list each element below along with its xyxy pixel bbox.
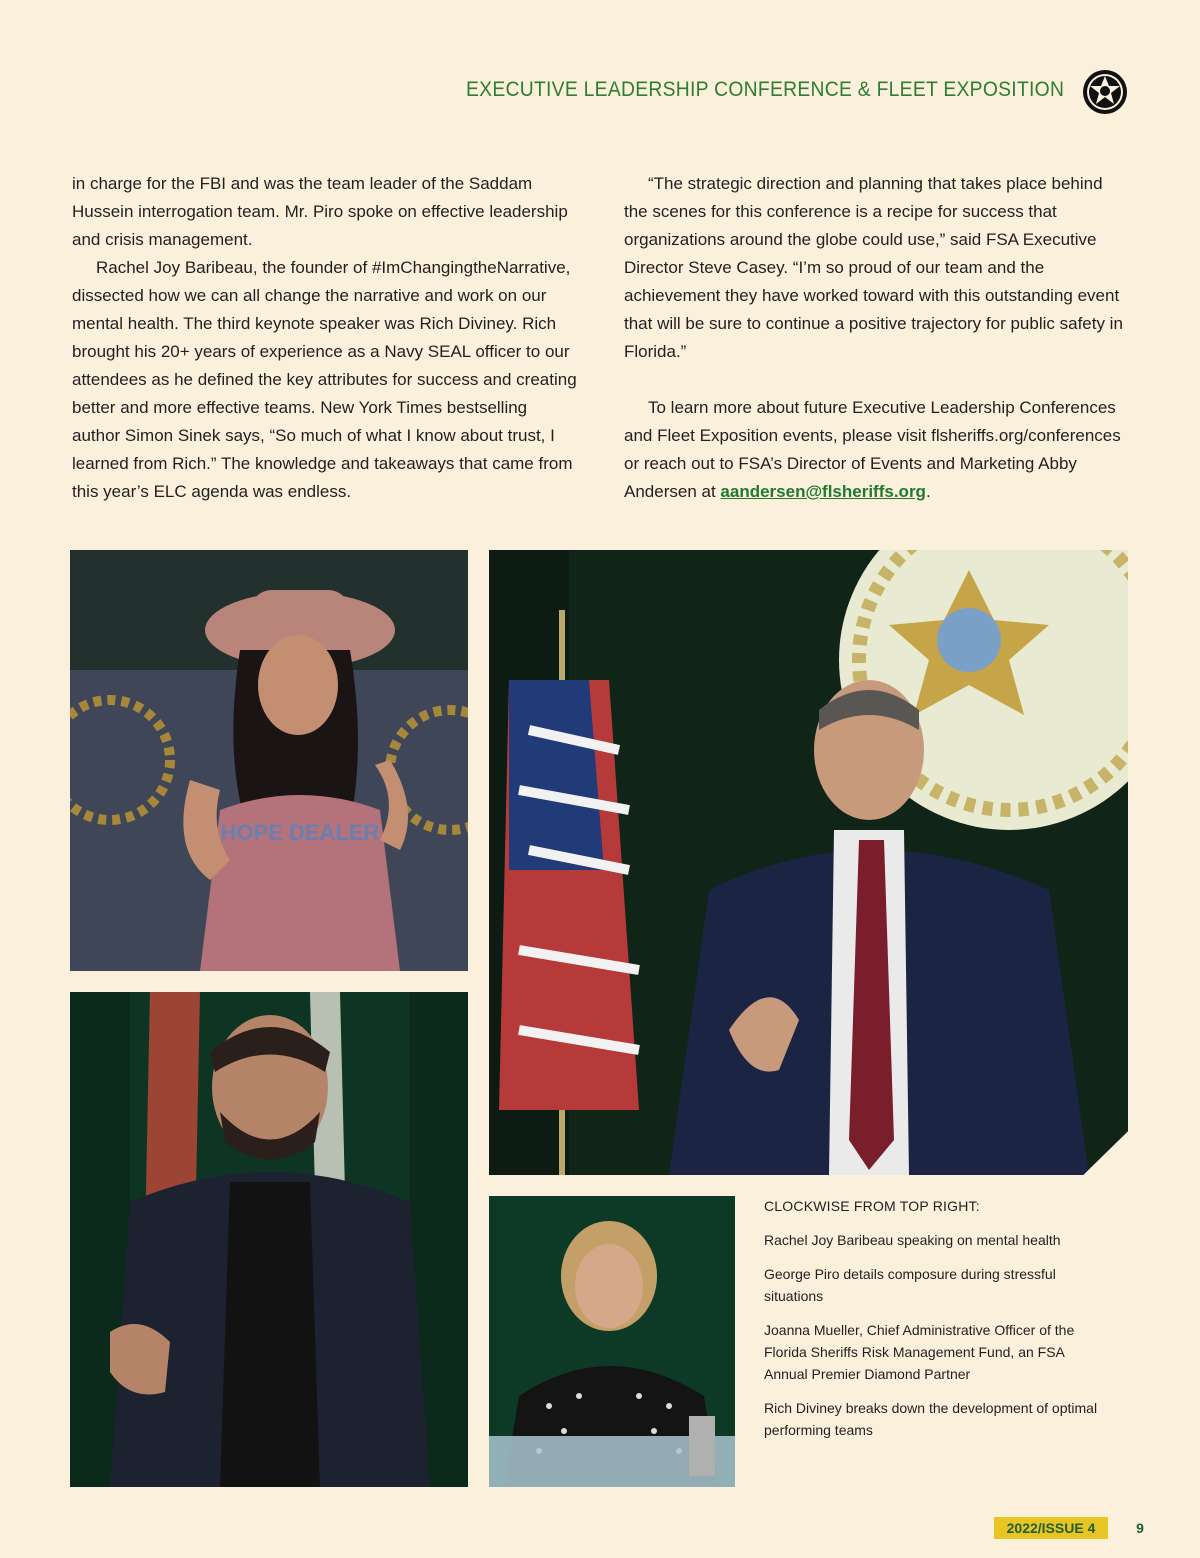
end-punctuation: . xyxy=(925,482,931,501)
photo-rich-diviney xyxy=(70,992,468,1487)
issue-label: 2022/ISSUE 4 xyxy=(994,1517,1108,1539)
caption-item: George Piro details composure during stressful situations xyxy=(764,1266,1056,1304)
learn-more-text: To learn more about future Executive Leadership Conferences and Fleet Exposition events, please visit flsheriffs.org/conferences or reach out to FSA’s Director of Events and Marketing Abby Andersen at xyxy=(624,398,1121,501)
sheriff-star-badge-icon xyxy=(1081,68,1129,116)
article-paragraph: Rachel Joy Baribeau, the founder of #ImChangingtheNarrative, dissected how we can all change the narrative and work on our mental health. The third keynote speaker was Rich Diviney. Rich brought his 20+ years of experience as a Navy SEAL officer to our attendees as he defined the key attributes for success and creating better and more effective teams. New York Times bestselling author Simon Sinek says, “So much of what I know about trust, I learned from Rich.” The knowledge and takeaways that came from this year’s ELC agenda was endless. xyxy=(72,258,577,501)
photo-joanna-mueller xyxy=(489,1196,735,1487)
running-header-title: EXECUTIVE LEADERSHIP CONFERENCE & FLEET EXPOSITION xyxy=(465,78,1064,101)
page-number: 9 xyxy=(1136,1520,1144,1536)
caption-item: Rachel Joy Baribeau speaking on mental health xyxy=(764,1232,1061,1248)
photo-captions xyxy=(764,1195,1104,1453)
photo-george-piro xyxy=(489,550,1128,1175)
captions-heading: CLOCKWISE FROM TOP RIGHT: xyxy=(764,1198,980,1214)
email-link[interactable]: aandersen@flsheriffs.org xyxy=(720,482,926,501)
learn-more-paragraph xyxy=(624,394,1129,506)
article-right-column xyxy=(624,170,1129,506)
caption-item: Rich Diviney breaks down the development of optimal performing teams xyxy=(764,1400,1098,1438)
caption-item: Joanna Mueller, Chief Administrative Officer of the Florida Sheriffs Risk Management Fund, an FSA Annual Premier Diamond Partner xyxy=(764,1322,1075,1382)
photo-rachel-baribeau xyxy=(70,550,468,971)
quote-paragraph: “The strategic direction and planning that takes place behind the scenes for this conference is a recipe for success that organizations around the globe could use,” said FSA Executive Director Steve Casey. “I’m so proud of our team and the achievement they have worked toward with this outstanding event that will be sure to continue a positive trajectory for public safety in Florida.” xyxy=(624,174,1123,361)
article-left-column xyxy=(72,170,577,506)
article-paragraph: in charge for the FBI and was the team leader of the Saddam Hussein interrogation team. Mr. Piro spoke on effective leadership and crisis management. xyxy=(72,174,568,249)
shirt-text: HOPE DEALER xyxy=(220,820,380,845)
